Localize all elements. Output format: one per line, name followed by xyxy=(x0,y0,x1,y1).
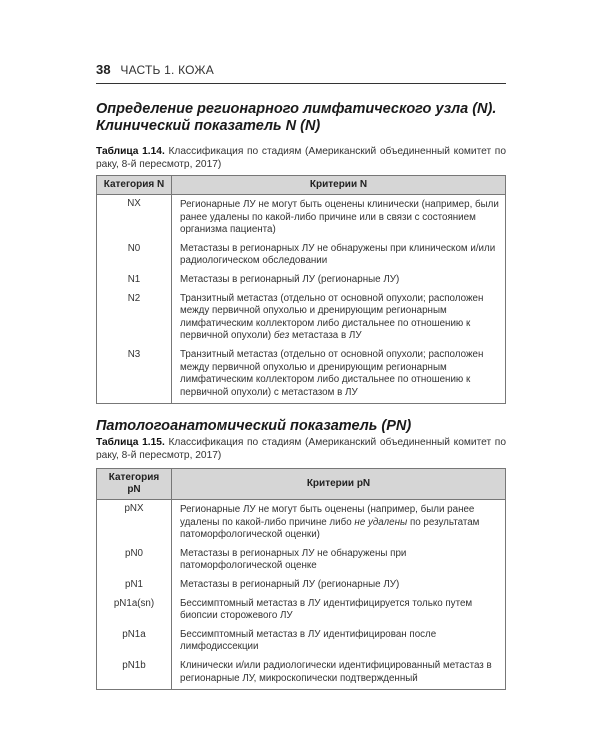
category-cell: pN1 xyxy=(97,576,172,595)
category-cell: pN1b xyxy=(97,657,172,690)
criteria-text: Транзитный метастаз (отдельно от основной опухоли; расположен между первичной опухолью и дренирующим регионарным лимфатическим коллектором либо дистальнее по отношению к первичной опухоли) xyxy=(180,292,484,342)
category-cell: N2 xyxy=(97,290,172,346)
column-header-category: Категория pN xyxy=(97,469,172,500)
table-row xyxy=(97,626,506,657)
criteria-text: метастаза в ЛУ xyxy=(289,330,362,342)
column-header-criteria: Критерии pN xyxy=(172,469,506,500)
criteria-cell xyxy=(172,290,506,346)
table-row xyxy=(97,290,506,346)
table-row xyxy=(97,346,506,404)
criteria-cell: Бессимптомный метастаз в ЛУ идентифицируется только путем биопсии сторожевого ЛУ xyxy=(180,597,473,622)
category-cell: NX xyxy=(97,195,172,240)
table-row xyxy=(97,576,506,595)
criteria-cell: Метастазы в регионарных ЛУ не обнаружены при клиническом и/или радиологическом обследовании xyxy=(180,242,496,267)
criteria-cell: Бессимптомный метастаз в ЛУ идентифицирован после лимфодиссекции xyxy=(180,628,437,653)
criteria-cell: Транзитный метастаз (отдельно от основной опухоли; расположен между первичной опухолью и дренирующим регионарным лимфатическим коллектором либо дистальнее по отношению к первичной опухоли) с метастазом в ЛУ xyxy=(180,348,484,398)
table-row xyxy=(97,271,506,290)
running-title: ЧАСТЬ 1. КОЖА xyxy=(120,63,214,77)
category-cell: pN1a(sn) xyxy=(97,595,172,626)
criteria-cell: Метастазы в регионарных ЛУ не обнаружены при патоморфологической оценке xyxy=(180,547,407,572)
column-header-criteria: Критерии N xyxy=(172,176,506,195)
page-number: 38 xyxy=(96,62,111,77)
table-row xyxy=(97,595,506,626)
category-cell: pN0 xyxy=(97,545,172,576)
category-cell: pNX xyxy=(97,500,172,545)
table-header-row xyxy=(97,176,506,195)
table-row xyxy=(97,545,506,576)
table-row xyxy=(97,657,506,690)
table-row xyxy=(97,500,506,545)
table-caption-1-14 xyxy=(96,145,506,171)
table-caption-text: Классификация по стадиям (Американский объединенный комитет по раку, 8-й пересмотр, 2017) xyxy=(96,437,506,461)
table-caption-label: Таблица 1.15. xyxy=(96,437,165,448)
category-cell: pN1a xyxy=(97,626,172,657)
criteria-text: Регионарные ЛУ не могут быть оценены (например, были ранее удалены по какой-либо причине либо xyxy=(180,504,475,528)
section-heading-clinical-n xyxy=(96,101,506,135)
criteria-cell: Регионарные ЛУ не могут быть оценены клинически (например, были ранее удалены по какой-либо причине или в связи с состоянием организма пациента) xyxy=(180,199,499,236)
table-n-criteria xyxy=(96,175,506,404)
criteria-cell: Метастазы в регионарный ЛУ (регионарные ЛУ) xyxy=(180,578,400,590)
running-header xyxy=(96,62,506,77)
table-caption-1-15 xyxy=(96,436,506,462)
criteria-cell: Клинически и/или радиологически идентифицированный метастаз в регионарные ЛУ, микроскопически подтвержденный xyxy=(180,659,492,684)
criteria-emphasis: без xyxy=(273,330,290,342)
criteria-text: по результатам патоморфологической оценки) xyxy=(180,516,480,541)
section-heading-line-1: Определение регионарного лимфатического узла (N). xyxy=(96,101,497,117)
criteria-cell: Метастазы в регионарный ЛУ (регионарные ЛУ) xyxy=(180,273,400,285)
section-heading-pathologic-pn: Патологоанатомический показатель (PN) xyxy=(96,418,412,434)
table-caption-text: Классификация по стадиям (Американский объединенный комитет по раку, 8-й пересмотр, 2017) xyxy=(96,146,506,170)
criteria-cell xyxy=(172,500,506,545)
table-pn-criteria xyxy=(96,468,506,690)
category-cell: N1 xyxy=(97,271,172,290)
table-row xyxy=(97,240,506,271)
column-header-category: Категория N xyxy=(97,176,172,195)
table-row xyxy=(97,195,506,240)
category-cell: N0 xyxy=(97,240,172,271)
category-cell: N3 xyxy=(97,346,172,404)
table-caption-label: Таблица 1.14. xyxy=(96,146,165,157)
criteria-emphasis: не удалены xyxy=(354,516,408,528)
header-rule xyxy=(96,83,506,84)
section-heading-line-2: Клинический показатель N (N) xyxy=(96,118,321,134)
table-header-row xyxy=(97,469,506,500)
